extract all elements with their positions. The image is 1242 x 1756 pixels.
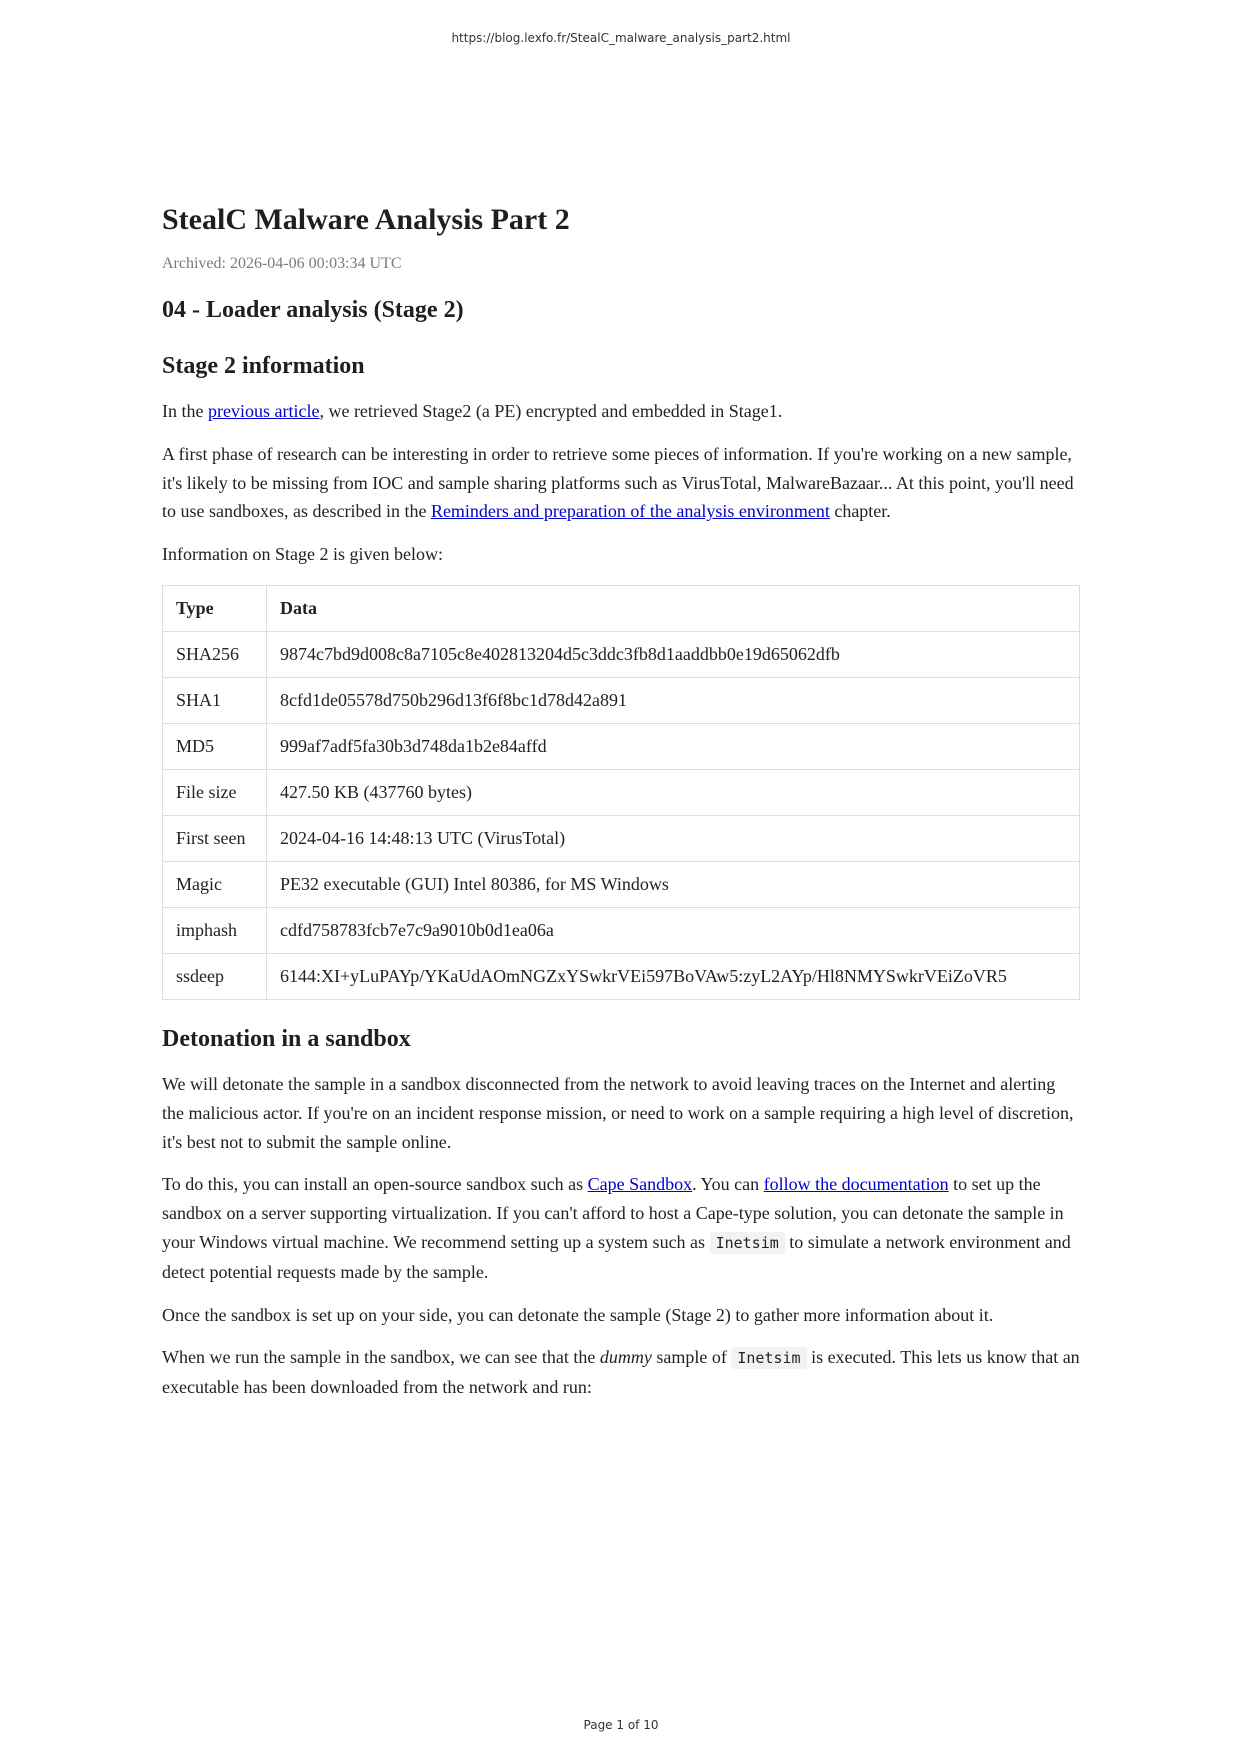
table-cell-type: Magic (163, 861, 267, 907)
table-cell-data: 6144:XI+yLuPAYp/YKaUdAOmNGZxYSwkrVEi597BoVAw5:zyL2AYp/Hl8NMYSwkrVEiZoVR5 (267, 953, 1080, 999)
research-paragraph: A first phase of research can be interesting in order to retrieve some pieces of information. If you're working on a new sample, it's likely to be missing from IOC and sample sharing platforms such as VirusTotal, MalwareBazaar... At this point, you'll need to use sandboxes, as described in the Reminders and preparation of the analysis environment chapter. (162, 443, 1074, 522)
page-title: StealC Malware Analysis Part 2 (162, 203, 570, 236)
inline-code-inetsim: Inetsim (731, 1347, 806, 1369)
table-row (163, 815, 1080, 861)
table-cell-data: 427.50 KB (437760 bytes) (267, 769, 1080, 815)
table-cell-type: SHA1 (163, 677, 267, 723)
archived-timestamp: Archived: 2026-04-06 00:03:34 UTC (162, 255, 402, 272)
stage2-info-table (162, 585, 1080, 1000)
table-row (163, 907, 1080, 953)
table-row (163, 769, 1080, 815)
previous-article-link[interactable]: previous article (207, 401, 320, 421)
cape-sandbox-link[interactable]: Cape Sandbox (587, 1174, 693, 1195)
table-cell-type: SHA256 (163, 631, 267, 677)
table-cell-type: File size (163, 769, 267, 815)
table-header-data: Data (267, 585, 1080, 631)
section-heading-detonation: Detonation in a sandbox (162, 1025, 411, 1052)
detonation-paragraph-2: To do this, you can install an open-source sandbox such as Cape Sandbox. You can follow the documentation to set up the sandbox on a server supporting virtualization. If you can't afford to host a Cape-type solution, you can detonate the sample in your Windows virtual machine. We recommend setting up a system such as Inetsim to simulate a network environment and detect potential requests made by the sample. (162, 1174, 1071, 1282)
detonation-paragraph-4: When we run the sample in the sandbox, we can see that the dummy sample of Inetsim is executed. This lets us know that an executable has been downloaded from the network and run: (162, 1347, 1080, 1398)
table-cell-data: 999af7adf5fa30b3d748da1b2e84affd (267, 723, 1080, 769)
table-cell-data: PE32 executable (GUI) Intel 80386, for MS Windows (267, 861, 1080, 907)
follow-documentation-link[interactable]: follow the documentation (763, 1174, 949, 1195)
section-heading-stage2-information: Stage 2 information (162, 353, 365, 379)
table-cell-type: ssdeep (163, 953, 267, 999)
table-header-type: Type (163, 585, 267, 631)
table-cell-data: 2024-04-16 14:48:13 UTC (VirusTotal) (267, 815, 1080, 861)
table-header-row (163, 585, 1080, 631)
table-cell-type: MD5 (163, 723, 267, 769)
inline-code-inetsim: Inetsim (710, 1232, 785, 1254)
detonation-paragraph-3: Once the sandbox is set up on your side, you can detonate the sample (Stage 2) to gather more information about it. (162, 1304, 994, 1325)
reminders-chapter-link[interactable]: Reminders and preparation of the analysis environment (430, 501, 830, 522)
table-cell-data: 9874c7bd9d008c8a7105c8e402813204d5c3ddc3fb8d1aaddbb0e19d65062dfb (267, 631, 1080, 677)
page-url: https://blog.lexfo.fr/StealC_malware_analysis_part2.html (451, 31, 791, 45)
article-body (162, 198, 1080, 1402)
table-cell-data: 8cfd1de05578d750b296d13f6f8bc1d78d42a891 (267, 677, 1080, 723)
page-number: Page 1 of 10 (583, 1718, 659, 1732)
table-cell-type: imphash (163, 907, 267, 953)
table-row (163, 677, 1080, 723)
section-heading-loader-analysis: 04 - Loader analysis (Stage 2) (162, 297, 464, 323)
intro-paragraph: In the previous article, we retrieved Stage2 (a PE) encrypted and embedded in Stage1. (162, 401, 783, 421)
table-row (163, 723, 1080, 769)
table-cell-data: cdfd758783fcb7e7c9a9010b0d1ea06a (267, 907, 1080, 953)
emphasis-dummy: dummy (599, 1347, 652, 1368)
table-intro-paragraph: Information on Stage 2 is given below: (162, 544, 443, 565)
table-row (163, 861, 1080, 907)
table-cell-type: First seen (163, 815, 267, 861)
detonation-paragraph-1: We will detonate the sample in a sandbox disconnected from the network to avoid leaving traces on the Internet and alerting the malicious actor. If you're on an incident response mission, or need to work on a sample requiring a high level of discretion, it's best not to submit the sample online. (162, 1073, 1074, 1152)
table-row (163, 953, 1080, 999)
table-row (163, 631, 1080, 677)
